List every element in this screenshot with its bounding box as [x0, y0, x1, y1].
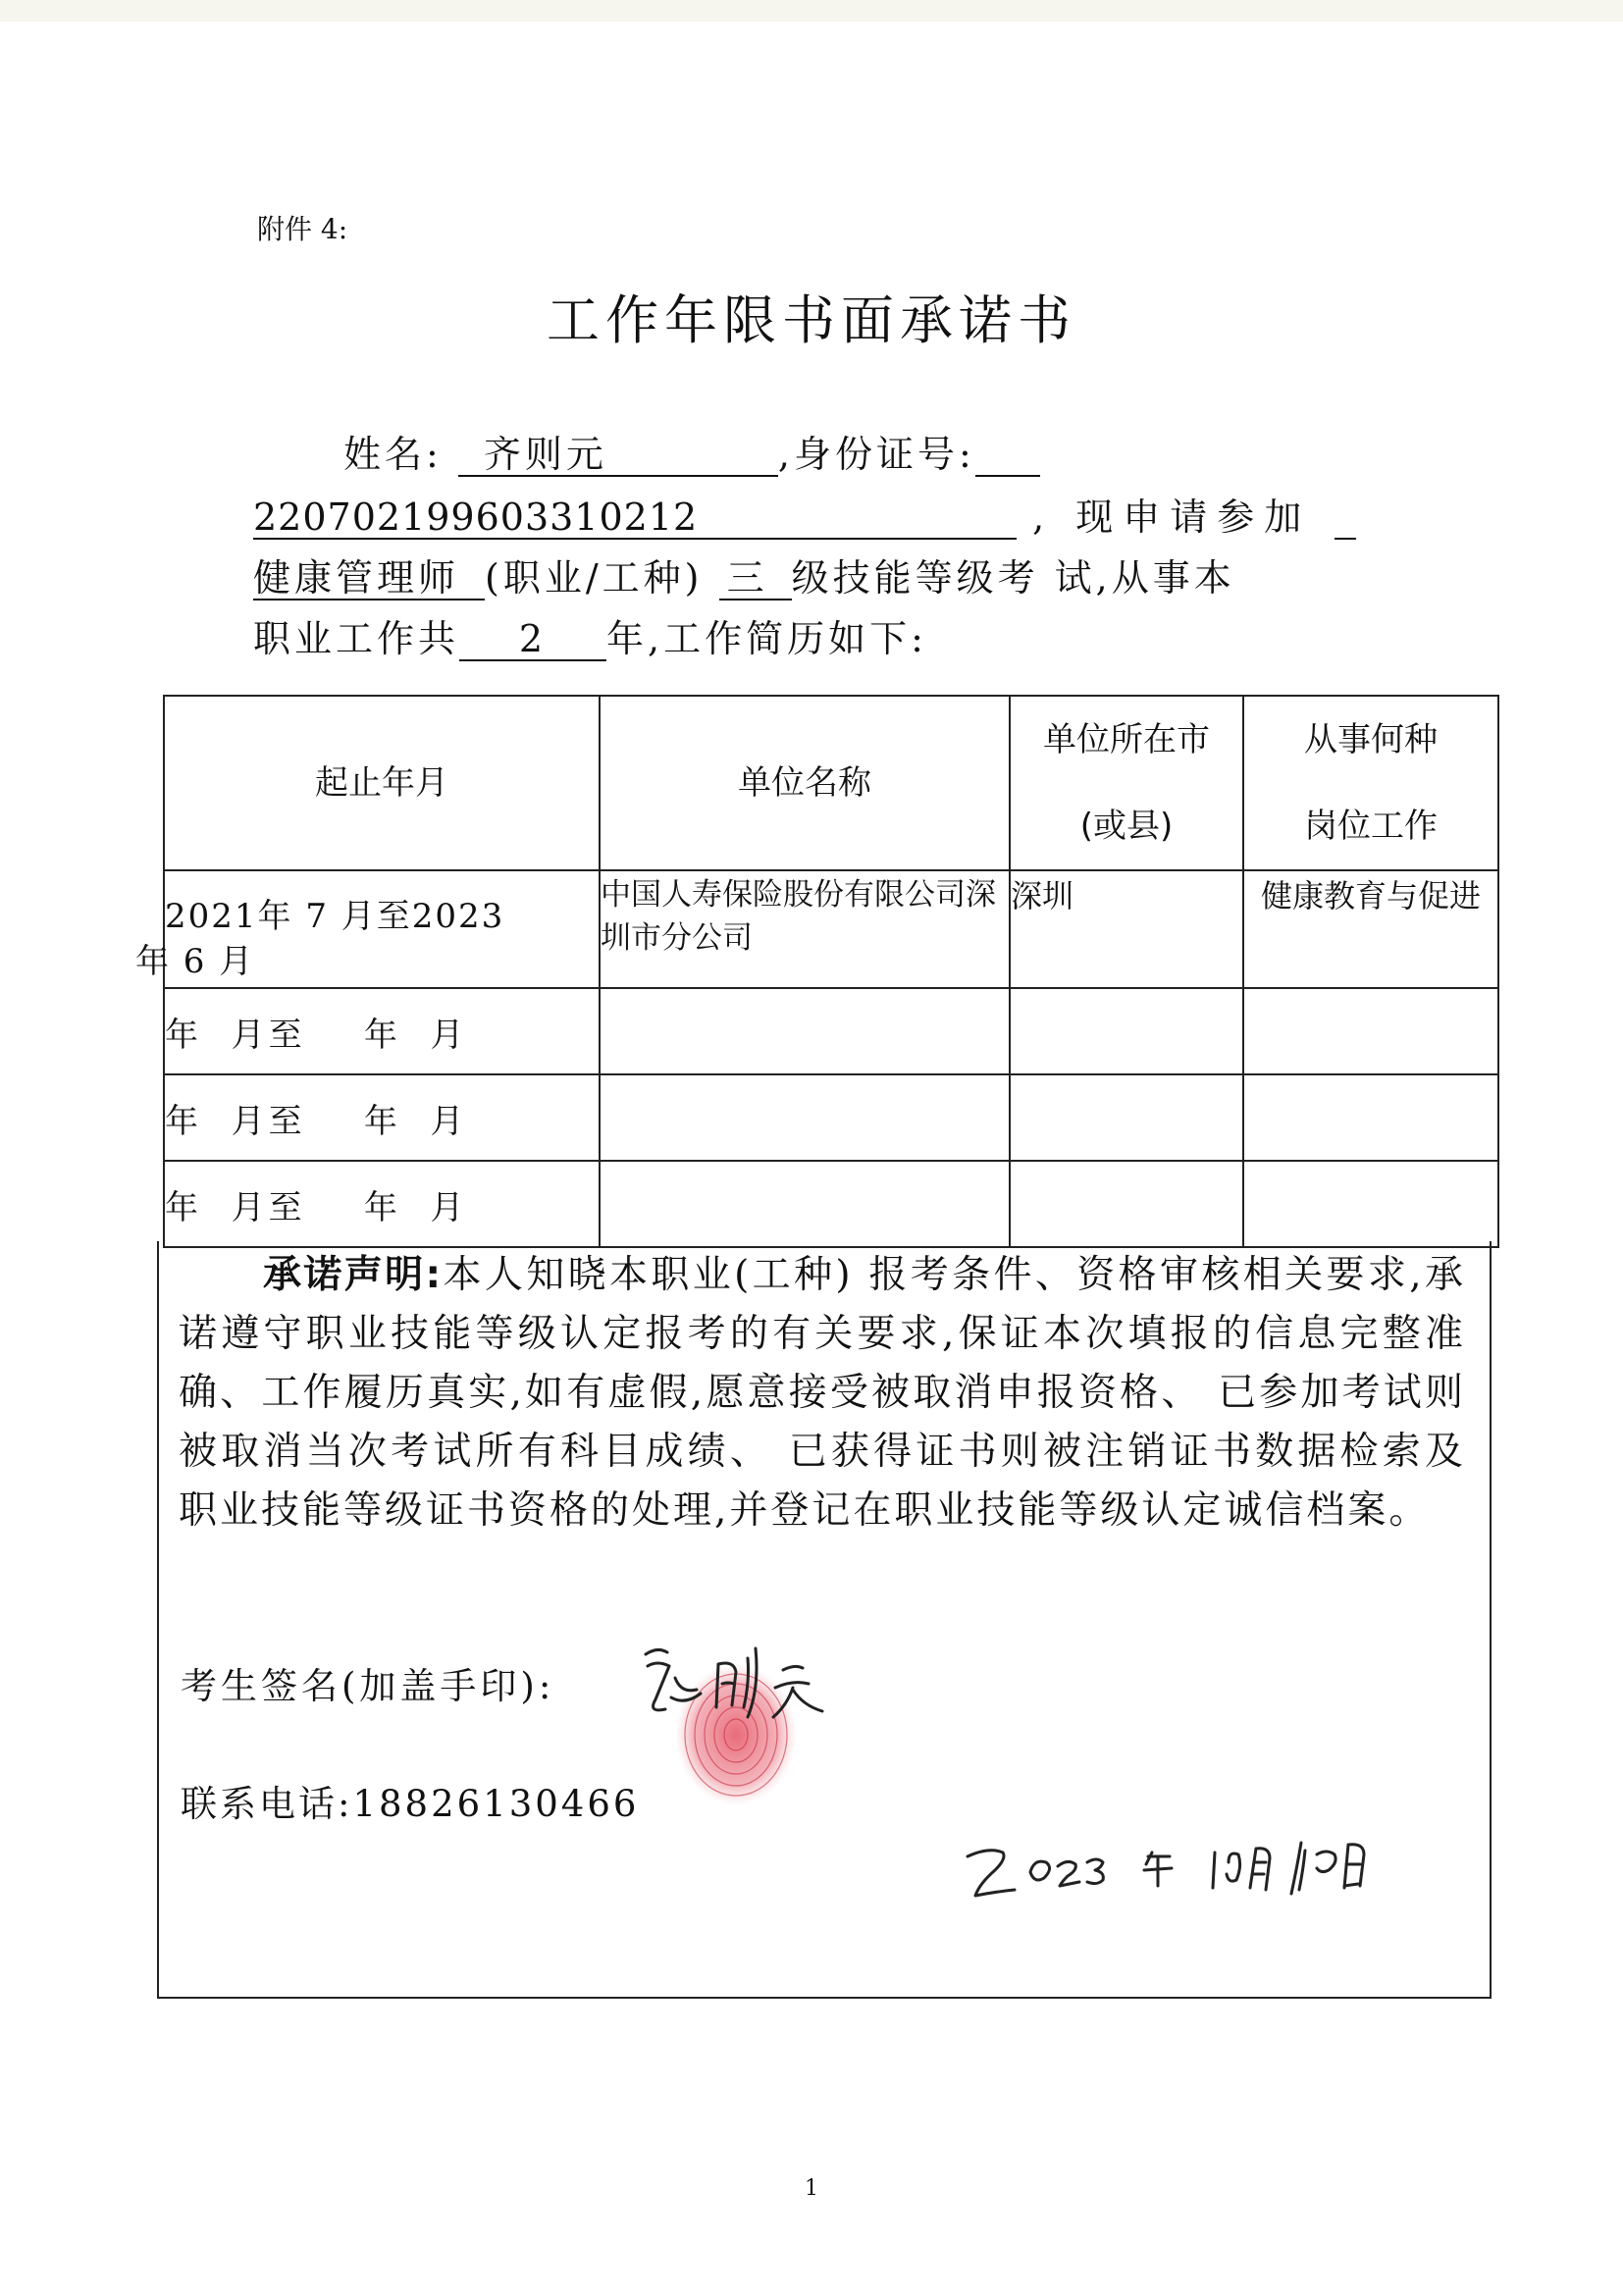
- handwritten-date-image: [962, 1823, 1393, 1911]
- statement-text: 本人知晓本职业(工种) 报考条件、资格审核相关要求,承诺遵守职业技能等级认定报考的有关要求,保证本次填报的信息完整准确、工作履历真实,如有虚假,愿意接受被取消申报资格、 已参加考试则被取消当次考试所有科目成绩、 已获得证书则被注销证书数据检索及职业技能等级证书资格的处理,并登记在职业技能等级认定诚信档案。: [179, 1253, 1466, 1533]
- intro-line-1: [343, 424, 1040, 478]
- row-3-job: [1243, 1074, 1498, 1161]
- statement-label: 承诺声明:: [263, 1253, 444, 1297]
- years-suffix: 年,工作简历如下:: [606, 617, 927, 660]
- phone-line: [181, 1774, 639, 1827]
- page-number: 1: [805, 2176, 818, 2201]
- row-2-period: 年 月至 年 月: [164, 988, 600, 1074]
- intro-line-2: [253, 487, 1356, 541]
- apply-blank: [1335, 498, 1356, 540]
- row-1-unit: 中国人寿保险股份有限公司深圳市分公司: [600, 870, 1010, 988]
- document-title: 工作年限书面承诺书: [547, 289, 1076, 351]
- commitment-statement: [179, 1246, 1466, 1540]
- name-value: 齐则元: [458, 436, 778, 477]
- intro-line-4: [253, 608, 927, 662]
- table-row: [164, 988, 1498, 1074]
- years-value: 2: [459, 620, 606, 661]
- id-value: 220702199603310212: [253, 498, 1017, 540]
- row-1-city: 深圳: [1010, 870, 1243, 988]
- table-row: [164, 870, 1498, 988]
- id-label: ,身份证号:: [777, 433, 975, 476]
- row-2-job: [1243, 988, 1498, 1074]
- level-suffix: 级技能等级考 试,从事本: [791, 556, 1235, 600]
- row-2-unit: [600, 988, 1010, 1074]
- header-job: 从事何种 岗位工作: [1243, 696, 1498, 870]
- row-4-unit: [600, 1161, 1010, 1247]
- header-unit: 单位名称: [600, 696, 1010, 870]
- signature-fingerprint-image: [628, 1619, 883, 1815]
- phone-value: 18826130466: [352, 1783, 640, 1825]
- years-prefix: 职业工作共: [253, 617, 460, 660]
- level-value: 三: [719, 559, 792, 600]
- header-city: 单位所在市 (或县): [1010, 696, 1243, 870]
- id-blank: [975, 436, 1040, 477]
- row-4-period: 年 月至 年 月: [164, 1161, 600, 1247]
- table-row: [164, 1161, 1498, 1247]
- signature-label: 考生签名(加盖手印):: [181, 1665, 555, 1707]
- row-3-period: 年 月至 年 月: [164, 1074, 600, 1161]
- name-label: 姓名:: [343, 433, 443, 476]
- row-3-city: [1010, 1074, 1243, 1161]
- row-1-period: 2021年 7 月至2023 年 6 月: [164, 870, 600, 988]
- row-3-unit: [600, 1074, 1010, 1161]
- occupation-suffix: (职业/工种): [485, 556, 704, 600]
- row-2-city: [1010, 988, 1243, 1074]
- occupation-value: 健康管理师: [253, 559, 485, 600]
- phone-label: 联系电话:: [181, 1783, 353, 1825]
- work-history-table: [135, 695, 1499, 1248]
- table-header-row: [164, 696, 1498, 870]
- row-4-city: [1010, 1161, 1243, 1247]
- table-row: [164, 1074, 1498, 1161]
- scan-edge: [0, 0, 1623, 22]
- attachment-label: 附件 4:: [257, 213, 348, 245]
- apply-text: , 现申请参加: [1032, 496, 1312, 539]
- row-4-job: [1243, 1161, 1498, 1247]
- row-1-job: 健康教育与促进: [1243, 870, 1498, 988]
- header-period: 起止年月: [164, 696, 600, 870]
- intro-line-3: [253, 548, 1235, 601]
